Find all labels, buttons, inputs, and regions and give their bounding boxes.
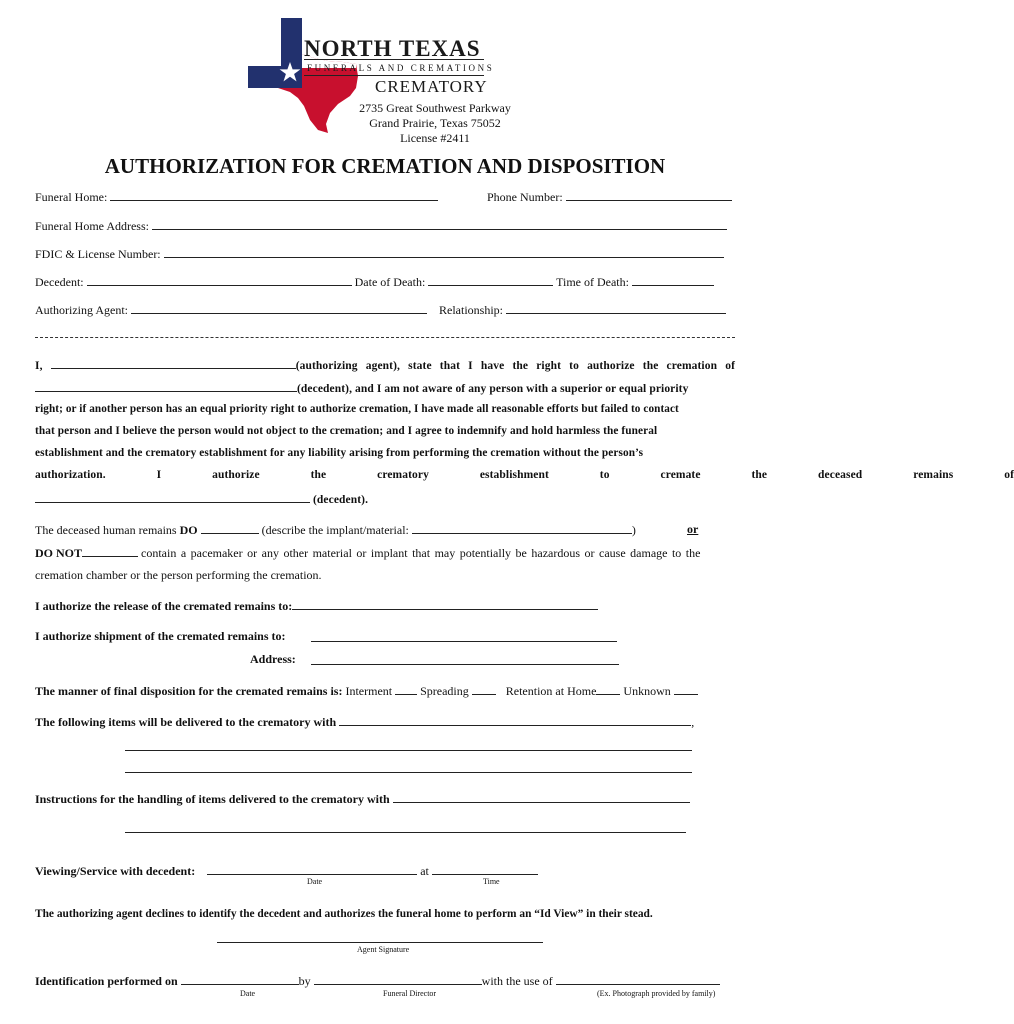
- statement-text-1: (authorizing agent), state that I have the right to authorize the cremation of: [295, 360, 735, 372]
- date-of-death-label: Date of Death:: [354, 275, 426, 289]
- address-street: 2735 Great Southwest Parkway: [359, 101, 511, 115]
- option-spreading-field[interactable]: [472, 683, 496, 695]
- shipment-label: I authorize shipment of the cremated remains to:: [35, 629, 286, 643]
- option-retention-label: Retention at Home: [505, 684, 597, 698]
- relationship-label: Relationship:: [439, 303, 503, 317]
- release-row: [35, 598, 598, 614]
- phone-row: [487, 189, 732, 205]
- fh-address-label: Funeral Home Address:: [35, 219, 149, 233]
- implant-do-field[interactable]: [201, 522, 259, 534]
- option-unknown-label: Unknown: [623, 684, 671, 698]
- agent-signature-field[interactable]: [217, 931, 543, 943]
- authorizing-agent-label: Authorizing Agent:: [35, 303, 128, 317]
- implant-text-d: contain a pacemaker or any other material or implant that may potentially be hazardous or cause damage to the: [141, 546, 701, 560]
- logo-rule-top: [304, 59, 484, 60]
- instructions-field-1[interactable]: [393, 791, 690, 803]
- implant-text-a: The deceased human remains: [35, 523, 180, 537]
- instructions-row: [35, 791, 690, 807]
- viewing-label: Viewing/Service with decedent:: [35, 864, 196, 878]
- statement-line-6: authorization. I authorize the crematory establishment to cremate the deceased remains of: [35, 469, 1014, 481]
- statement-agent-field[interactable]: [51, 357, 296, 369]
- page-title: AUTHORIZATION FOR CREMATION AND DISPOSITION: [104, 154, 666, 178]
- funeral-home-row: [35, 189, 438, 205]
- viewing-at: at: [420, 864, 429, 878]
- disposition-label: The manner of final disposition for the cremated remains is:: [35, 684, 343, 698]
- relationship-field[interactable]: [506, 302, 726, 314]
- dashed-divider: [35, 337, 735, 338]
- decedent-label: Decedent:: [35, 275, 84, 289]
- funeral-home-label: Funeral Home:: [35, 190, 108, 204]
- shipment-field-wrap: [311, 629, 617, 647]
- identification-by: by: [298, 974, 311, 988]
- instructions-label: Instructions for the handling of items delivered to the crematory with: [35, 792, 390, 806]
- fdic-field[interactable]: [164, 246, 724, 258]
- identification-director-field[interactable]: [314, 973, 482, 985]
- identification-method-field[interactable]: [556, 973, 720, 985]
- fdic-label: FDIC & License Number:: [35, 247, 161, 261]
- time-of-death-label: Time of Death:: [556, 275, 629, 289]
- agent-row: [35, 302, 726, 318]
- option-interment-label: Interment: [345, 684, 393, 698]
- decedent-field[interactable]: [87, 274, 352, 286]
- items-label: The following items will be delivered to the crematory with: [35, 715, 337, 729]
- statement-text-7: (decedent).: [312, 494, 369, 506]
- statement-decedent-field[interactable]: [35, 380, 297, 392]
- implant-do-label: DO: [179, 523, 198, 537]
- logo-line-crematory: CREMATORY: [375, 77, 488, 96]
- funeral-home-field[interactable]: [110, 189, 438, 201]
- implant-donot-label: DO NOT: [35, 546, 83, 560]
- instructions-line-2-wrap: [125, 820, 686, 838]
- fh-address-row: [35, 218, 727, 234]
- implant-line-3: cremation chamber or the person performing the cremation.: [35, 568, 322, 582]
- viewing-time-field[interactable]: [432, 863, 538, 875]
- time-of-death-field[interactable]: [632, 274, 714, 286]
- implant-text-c: ): [631, 523, 636, 537]
- option-interment-field[interactable]: [395, 683, 417, 695]
- fh-address-field[interactable]: [152, 218, 727, 230]
- implant-description-field[interactable]: [412, 522, 632, 534]
- phone-label: Phone Number:: [487, 190, 563, 204]
- shipment-address-field[interactable]: [311, 653, 619, 665]
- statement-line-3: right; or if another person has an equal priority right to authorize cremation, I have made all reasonable efforts but failed to contact: [35, 403, 679, 415]
- statement-i: I,: [35, 360, 43, 372]
- release-field[interactable]: [292, 598, 598, 610]
- decedent-row: [35, 274, 714, 290]
- logo-line-north-texas: NORTH TEXAS: [304, 36, 481, 61]
- statement-text-2: (decedent), and I am not aware of any person with a superior or equal priority: [297, 383, 689, 395]
- statement-line-7: [35, 491, 735, 506]
- release-label: I authorize the release of the cremated remains to:: [35, 599, 293, 613]
- statement-line-2: [35, 380, 735, 395]
- items-line-3-wrap: [125, 760, 692, 778]
- statement-decedent-field-2[interactable]: [35, 491, 310, 503]
- shipment-row: [35, 629, 286, 644]
- identification-photo-caption: (Ex. Photograph provided by family): [597, 989, 716, 998]
- viewing-time-caption: Time: [483, 877, 500, 886]
- implant-line-1: [35, 522, 636, 538]
- logo-line-funerals: FUNERALS AND CREMATIONS: [307, 63, 495, 73]
- option-retention-field[interactable]: [596, 683, 620, 695]
- instructions-field-2[interactable]: [125, 821, 686, 833]
- option-unknown-field[interactable]: [674, 683, 698, 695]
- items-field-2[interactable]: [125, 739, 692, 751]
- items-comma: ,: [691, 715, 695, 729]
- disposition-row: [35, 683, 698, 699]
- items-field-1[interactable]: [339, 714, 691, 726]
- shipment-address-label: Address:: [250, 652, 296, 666]
- viewing-date-field[interactable]: [207, 863, 417, 875]
- statement-line-1: [35, 357, 735, 372]
- id-view-statement: The authorizing agent declines to identify the decedent and authorizes the funeral home to perform an “Id View” in their stead.: [35, 908, 653, 920]
- date-of-death-field[interactable]: [428, 274, 553, 286]
- address-city: Grand Prairie, Texas 75052: [369, 116, 501, 130]
- agent-signature-caption: Agent Signature: [357, 945, 410, 954]
- identification-label: Identification performed on: [35, 974, 178, 988]
- identification-use: with the use of: [481, 974, 553, 988]
- implant-line-2: [35, 545, 735, 561]
- implant-or: or: [687, 522, 699, 536]
- implant-donot-field[interactable]: [82, 545, 138, 557]
- phone-field[interactable]: [566, 189, 732, 201]
- logo-rule-bottom: [304, 75, 484, 76]
- items-row: [35, 714, 694, 730]
- authorizing-agent-field[interactable]: [131, 302, 427, 314]
- option-spreading-label: Spreading: [420, 684, 469, 698]
- statement-line-5: establishment and the crematory establishment for any liability arising from performing the cremation without the person’s: [35, 447, 644, 459]
- viewing-row: [35, 863, 538, 879]
- shipment-field[interactable]: [311, 630, 617, 642]
- statement-line-4: that person and I believe the person would not object to the cremation; and I agree to indemnify and hold harmless the funeral: [35, 425, 658, 437]
- implant-text-b: (describe the implant/material:: [261, 523, 409, 537]
- identification-date-field[interactable]: [181, 973, 299, 985]
- items-field-3[interactable]: [125, 761, 692, 773]
- viewing-date-caption: Date: [307, 877, 323, 886]
- items-line-2-wrap: [125, 738, 692, 756]
- identification-director-caption: Funeral Director: [383, 989, 437, 998]
- fdic-row: [35, 246, 724, 262]
- address-license: License #2411: [400, 131, 470, 145]
- identification-row: [35, 973, 720, 989]
- identification-date-caption: Date: [240, 989, 256, 998]
- shipment-address-wrap: [311, 652, 619, 670]
